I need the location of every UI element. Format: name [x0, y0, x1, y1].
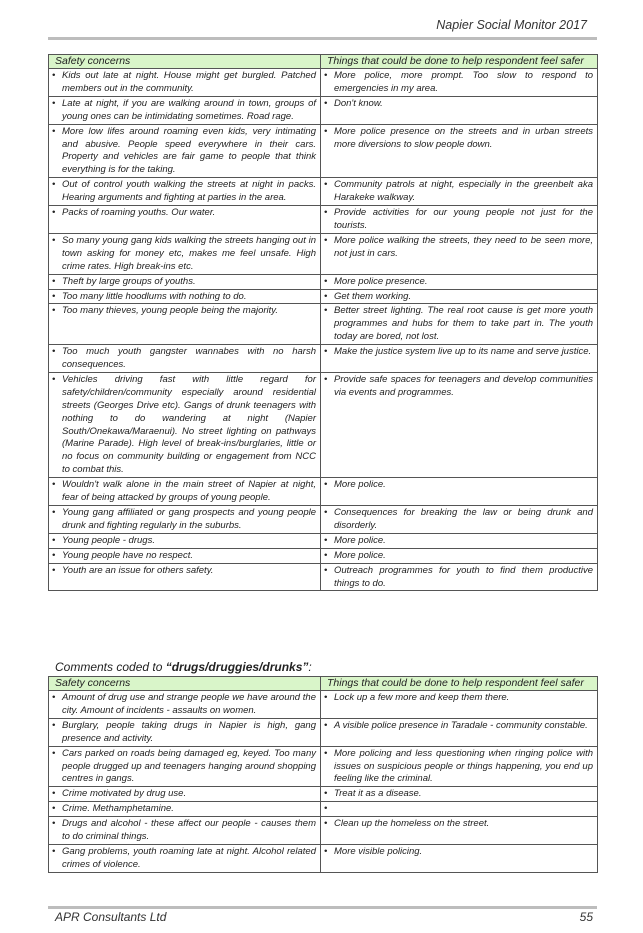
bullet-icon: • [324, 845, 328, 857]
concern-text: Amount of drug use and strange people we have around the city. Amount of incidents - assaults on women. [62, 692, 316, 716]
bullet-icon: • [324, 549, 328, 561]
suggestion-text: More police, more prompt. Too slow to respond to emergencies in my area. [334, 70, 593, 94]
bullet-icon: • [324, 747, 328, 759]
concern-text: Late at night, if you are walking around in town, groups of young ones can be intimidating sometimes. Road rage. [62, 97, 316, 122]
suggestion-cell [321, 124, 598, 178]
section-heading-prefix: Comments coded to [55, 660, 166, 674]
concern-text: Too much youth gangster wannabes with no harsh consequences. [62, 346, 316, 371]
bullet-icon: • [52, 564, 56, 576]
suggestion-cell [321, 206, 598, 234]
bullet-icon: • [52, 290, 56, 302]
concern-text: Wouldn't walk alone in the main street of Napier at night, fear of being attacked by groups of young people. [62, 479, 316, 504]
concern-text: Packs of roaming youths. Our water. [62, 207, 216, 219]
concern-text: Burglary, people taking drugs in Napier is high, gang presence and activity. [62, 719, 316, 744]
concern-cell [49, 802, 321, 817]
concern-cell [49, 345, 321, 373]
safety-concerns-table [48, 54, 598, 591]
table-row [49, 478, 598, 506]
suggestion-cell [321, 506, 598, 534]
bullet-icon: • [52, 234, 56, 246]
table-row [49, 206, 598, 234]
bullet-icon: • [324, 818, 328, 830]
page-number: 55 [579, 910, 593, 924]
concern-text: Kids out late at night. House might get burgled. Patched members out in the community. [62, 70, 316, 94]
concern-text: Youth are an issue for others safety. [62, 564, 214, 576]
bullet-icon: • [52, 719, 56, 731]
concern-cell [49, 718, 321, 746]
bullet-icon: • [52, 479, 56, 491]
suggestion-text: Make the justice system live up to its name and serve justice. [334, 346, 592, 358]
bullet-icon: • [52, 803, 56, 815]
section-heading-code: “drugs/druggies/drunks” [165, 660, 309, 674]
bullet-icon: • [324, 275, 328, 287]
bullet-icon: • [52, 549, 56, 561]
concern-text: So many young gang kids walking the streets hanging out in town asking for money etc, makes me feel unsafe. High crime rates. High break-ins etc. [62, 234, 316, 272]
concern-cell [49, 96, 321, 124]
concern-cell [49, 787, 321, 802]
concern-cell [49, 506, 321, 534]
concern-text: Young gang affiliated or gang prospects and young people drunk and fighting regularly in the suburbs. [62, 507, 316, 531]
concern-cell [49, 178, 321, 206]
bullet-icon: • [324, 692, 328, 703]
concern-cell [49, 478, 321, 506]
drugs-comments-table [48, 676, 598, 873]
concern-cell [49, 563, 321, 591]
concern-text: Young people have no respect. [62, 549, 193, 561]
section-heading [55, 660, 312, 674]
bullet-icon: • [324, 290, 328, 302]
suggestion-cell [321, 533, 598, 548]
concern-text: Too many little hoodlums with nothing to do. [62, 290, 247, 302]
bullet-icon: • [324, 70, 328, 81]
bullet-icon: • [52, 818, 56, 830]
suggestion-cell [321, 787, 598, 802]
table-row [49, 548, 598, 563]
suggestion-text: Lock up a few more and keep them there. [334, 692, 510, 703]
table-row [49, 96, 598, 124]
concern-cell [49, 206, 321, 234]
suggestion-cell [321, 96, 598, 124]
table-row [49, 124, 598, 178]
suggestion-text: Don't know. [334, 97, 383, 109]
bullet-icon: • [324, 788, 328, 800]
suggestion-text: Clean up the homeless on the street. [334, 818, 490, 830]
table-row [49, 345, 598, 373]
table-row [49, 817, 598, 845]
suggestion-cell [321, 345, 598, 373]
bullet-icon: • [52, 275, 56, 287]
suggestion-text: Community patrols at night, especially in the greenbelt aka Harakeke walkway. [334, 179, 593, 204]
suggestion-text: More police. [334, 549, 386, 561]
suggestion-text: More police presence on the streets and in urban streets more diversions to slow people down. [334, 125, 593, 150]
table-row [49, 304, 598, 345]
suggestion-text: Better street lighting. The real root cause is get more youth programmes and hubs for them to take part in. The youth today are bored, not lost. [334, 305, 593, 343]
suggestion-text: Outreach programmes for youth to find them productive things to do. [334, 564, 593, 589]
suggestion-cell [321, 178, 598, 206]
section-heading-suffix: : [308, 660, 312, 674]
concern-cell [49, 69, 321, 97]
concern-cell [49, 817, 321, 845]
suggestion-text: More police walking the streets, they need to be seen more, not just in cars. [334, 234, 593, 259]
concern-text: Crime motivated by drug use. [62, 788, 187, 800]
header-rule [48, 37, 597, 40]
suggestion-cell [321, 274, 598, 289]
bullet-icon: • [324, 479, 328, 491]
concern-cell [49, 746, 321, 787]
bullet-icon: • [52, 692, 56, 703]
concern-text: More low lifes around roaming even kids, very intimating and abusive. People speed everywhere in their cars. Property and vehicles are fair game to people that think everything is for the taking. [62, 125, 316, 176]
concern-text: Drugs and alcohol - these affect our people - causes them to do criminal things. [62, 818, 316, 843]
concern-text: Theft by large groups of youths. [62, 275, 196, 287]
table2-body [49, 691, 598, 873]
bullet-icon: • [52, 534, 56, 546]
bullet-icon: • [52, 507, 56, 518]
bullet-icon: • [52, 97, 56, 109]
table1-body [49, 69, 598, 591]
bullet-icon: • [52, 179, 56, 191]
concern-cell [49, 691, 321, 719]
bullet-icon: • [324, 179, 328, 191]
table-row [49, 802, 598, 817]
suggestion-text [334, 803, 593, 816]
concern-cell [49, 124, 321, 178]
table-row [49, 372, 598, 477]
bullet-icon: • [52, 747, 56, 759]
concern-cell [49, 304, 321, 345]
suggestion-text: More visible policing. [334, 845, 423, 857]
table-row [49, 233, 598, 274]
suggestion-text: More policing and less questioning when ringing police with issues on suspicious people or things happening, you end up feeling like the criminal. [334, 747, 593, 785]
page-header-title: Napier Social Monitor 2017 [436, 18, 587, 32]
concern-cell [49, 548, 321, 563]
suggestion-cell [321, 233, 598, 274]
concern-cell [49, 274, 321, 289]
table-row [49, 178, 598, 206]
table-row [49, 506, 598, 534]
concern-cell [49, 233, 321, 274]
bullet-icon: • [324, 507, 328, 518]
bullet-icon: • [52, 70, 56, 81]
bullet-icon: • [52, 125, 56, 137]
table-row [49, 69, 598, 97]
suggestion-text: A visible police presence in Taradale - community constable. [334, 719, 588, 731]
suggestion-text: Provide activities for our young people not just for the tourists. [334, 207, 593, 231]
bullet-icon: • [52, 207, 56, 219]
footer-rule [48, 906, 597, 909]
table-row [49, 691, 598, 719]
concern-cell [49, 844, 321, 872]
concern-text: Vehicles driving fast with little regard for safety/children/community especially around residential streets (Georges Drive etc). Gangs of drunk teenagers with nothing to do wandering at night (Napier South/Onekawa/Maraenui). No street lighting on pathways (Marine Parade). High level of break-ins/burglaries, little or no focus on community building or engagement from NCC to combat this. [62, 373, 316, 476]
bullet-icon: • [324, 207, 328, 219]
bullet-icon: • [324, 803, 328, 815]
bullet-icon: • [52, 845, 56, 857]
suggestion-text: More police. [334, 534, 386, 546]
suggestion-text: More police presence. [334, 275, 428, 287]
suggestion-cell [321, 718, 598, 746]
bullet-icon: • [324, 534, 328, 546]
suggestion-cell [321, 289, 598, 304]
table-row [49, 718, 598, 746]
suggestion-text: More police. [334, 479, 386, 491]
table-row [49, 533, 598, 548]
suggestion-cell [321, 746, 598, 787]
column-header-safety-concerns: Safety concerns [49, 677, 321, 691]
bullet-icon: • [324, 373, 328, 385]
bullet-icon: • [324, 97, 328, 109]
suggestion-cell [321, 478, 598, 506]
concern-text: Crime. Methamphetamine. [62, 803, 174, 815]
table-row [49, 787, 598, 802]
concern-cell [49, 372, 321, 477]
suggestion-text: Consequences for breaking the law or being drunk and disorderly. [334, 507, 593, 531]
column-header-safety-concerns: Safety concerns [49, 55, 321, 69]
suggestion-cell [321, 304, 598, 345]
bullet-icon: • [52, 788, 56, 800]
suggestion-cell [321, 802, 598, 817]
bullet-icon: • [52, 305, 56, 317]
concern-text: Out of control youth walking the streets at night in packs. Hearing arguments and fighting at parties in the area. [62, 179, 316, 204]
suggestion-cell [321, 548, 598, 563]
table-row [49, 289, 598, 304]
column-header-things-to-help: Things that could be done to help respondent feel safer [321, 55, 598, 69]
suggestion-text: Get them working. [334, 290, 412, 302]
suggestion-text: Treat it as a disease. [334, 788, 422, 800]
bullet-icon: • [52, 346, 56, 358]
suggestion-cell [321, 844, 598, 872]
concern-text: Young people - drugs. [62, 534, 155, 546]
concern-text: Gang problems, youth roaming late at night. Alcohol related crimes of violence. [62, 845, 316, 870]
suggestion-cell [321, 372, 598, 477]
table-row [49, 274, 598, 289]
suggestion-cell [321, 691, 598, 719]
bullet-icon: • [324, 234, 328, 246]
concern-cell [49, 289, 321, 304]
suggestion-cell [321, 69, 598, 97]
concern-text: Too many thieves, young people being the majority. [62, 305, 278, 317]
table-row [49, 746, 598, 787]
footer-company: APR Consultants Ltd [55, 910, 167, 924]
concern-text: Cars parked on roads being damaged eg, keyed. Too many people drugged up and teenagers hanging around shopping centres in gangs. [62, 747, 316, 785]
bullet-icon: • [324, 305, 328, 317]
bullet-icon: • [324, 125, 328, 137]
column-header-things-to-help: Things that could be done to help respondent feel safer [321, 677, 598, 691]
bullet-icon: • [324, 719, 328, 731]
bullet-icon: • [324, 346, 328, 358]
bullet-icon: • [52, 373, 56, 385]
bullet-icon: • [324, 564, 328, 576]
suggestion-cell [321, 817, 598, 845]
table-row [49, 563, 598, 591]
suggestion-cell [321, 563, 598, 591]
concern-cell [49, 533, 321, 548]
suggestion-text: Provide safe spaces for teenagers and develop communities via events and programmes. [334, 373, 593, 398]
table-row [49, 844, 598, 872]
